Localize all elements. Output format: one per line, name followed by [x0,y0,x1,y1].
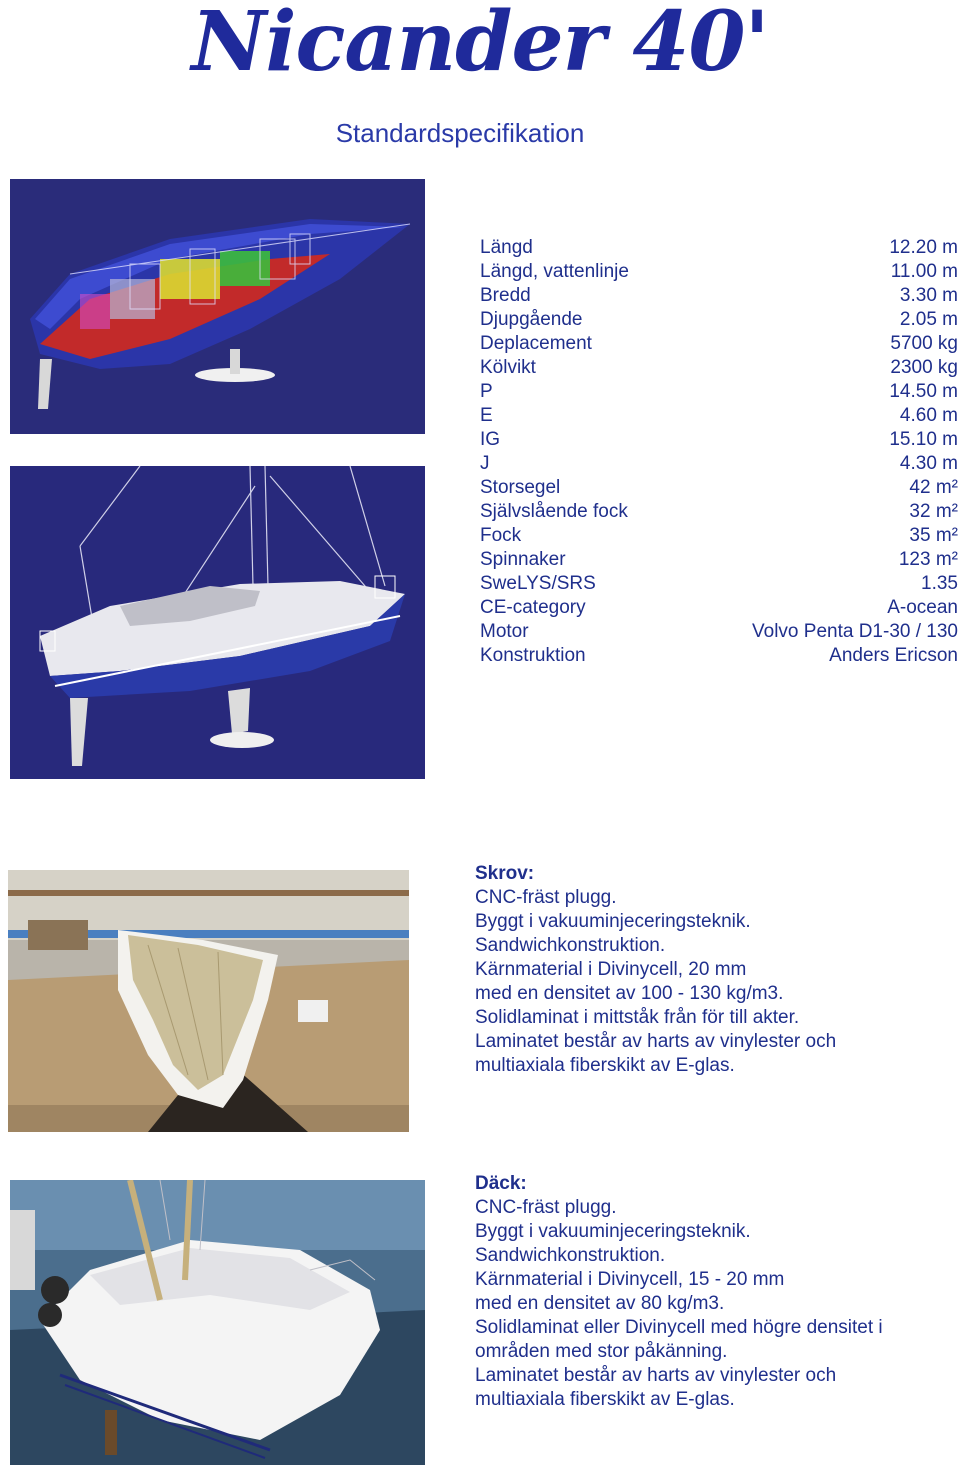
spec-value: 15.10 m [889,429,958,450]
spec-value: 3.30 m [899,285,958,306]
spec-row [480,404,958,428]
deck-section [475,1172,955,1412]
spec-value: 1.35 [921,573,958,594]
spec-value: 5700 kg [890,333,958,354]
spec-value: 4.30 m [899,453,958,474]
hull-line: med en densitet av 100 - 130 kg/m3. [475,983,784,1004]
spec-value: 32 m² [909,501,958,522]
hull-section [475,862,955,1078]
hull-cutaway-render-image [10,179,425,434]
spec-label: E [480,405,493,426]
spec-label: Storsegel [480,477,561,498]
spec-label: SweLYS/SRS [480,573,596,594]
spec-value: 12.20 m [889,237,958,258]
spec-row [480,548,958,572]
spec-value: 4.60 m [899,405,958,426]
spec-value: 2.05 m [899,309,958,330]
spec-label: Konstruktion [480,645,586,666]
spec-row [480,236,958,260]
spec-row [480,524,958,548]
spec-label: Deplacement [480,333,592,354]
spec-row [480,596,958,620]
deck-line: med en densitet av 80 kg/m3. [475,1293,725,1314]
spec-label: Kölvikt [480,357,536,378]
deck-line: Sandwichkonstruktion. [475,1245,666,1266]
hull-line: multiaxiala fiberskikt av E-glas. [475,1055,735,1076]
deck-text [475,1196,955,1412]
spec-row [480,332,958,356]
deck-line: CNC-fräst plugg. [475,1197,617,1218]
deck-line: Laminatet består av harts av vinylester och [475,1365,837,1386]
deck-line: Solidlaminat eller Divinycell med högre densitet i [475,1317,883,1338]
spec-value: A-ocean [887,597,958,618]
spec-label: Bredd [480,285,531,306]
hull-line: Byggt i vakuuminjeceringsteknik. [475,911,751,932]
hull-line: CNC-fräst plugg. [475,887,617,908]
spec-value: 123 m² [898,549,958,570]
hull-line: Sandwichkonstruktion. [475,935,666,956]
spec-label: CE-category [480,597,586,618]
spec-row [480,476,958,500]
deck-line: multiaxiala fiberskikt av E-glas. [475,1389,735,1410]
spec-row [480,644,958,668]
spec-label: IG [480,429,501,450]
page-subtitle: Standardspecifikation [335,118,585,148]
spec-label: Fock [480,525,522,546]
spec-table [480,236,958,668]
spec-row [480,500,958,524]
spec-value: 14.50 m [889,381,958,402]
spec-value: 11.00 m [890,261,958,282]
spec-value: Volvo Penta D1-30 / 130 [752,621,958,642]
spec-label: Spinnaker [480,549,566,570]
spec-label: Längd [480,237,533,258]
hull-line: Laminatet består av harts av vinylester och [475,1031,837,1052]
spec-value: 42 m² [909,477,958,498]
hull-heading: Skrov: [475,863,535,884]
spec-value: 2300 kg [890,357,958,378]
spec-label: Motor [480,621,529,642]
hull-line: Solidlaminat i mittståk från för till akter. [475,1007,800,1028]
spec-label: J [480,453,490,474]
spec-row [480,356,958,380]
spec-row [480,308,958,332]
exterior-render-image [10,466,425,779]
spec-row [480,260,958,284]
spec-row [480,620,958,644]
spec-row [480,572,958,596]
hull-photo-image [8,870,409,1132]
spec-label: Längd, vattenlinje [480,261,629,282]
deck-line: Byggt i vakuuminjeceringsteknik. [475,1221,751,1242]
spec-label: Självslående fock [480,501,628,522]
spec-value: Anders Ericson [829,645,958,666]
deck-line: områden med stor påkänning. [475,1341,728,1362]
spec-row [480,428,958,452]
spec-row [480,452,958,476]
hull-line: Kärnmaterial i Divinycell, 20 mm [475,959,747,980]
deck-photo-image [10,1180,425,1465]
deck-heading: Däck: [475,1173,527,1194]
spec-row [480,284,958,308]
spec-row [480,380,958,404]
hull-text [475,886,955,1078]
spec-label: Djupgående [480,309,583,330]
page-title: Nicander 40' [191,0,769,90]
deck-line: Kärnmaterial i Divinycell, 15 - 20 mm [475,1269,785,1290]
spec-value: 35 m² [909,525,958,546]
spec-label: P [480,381,493,402]
